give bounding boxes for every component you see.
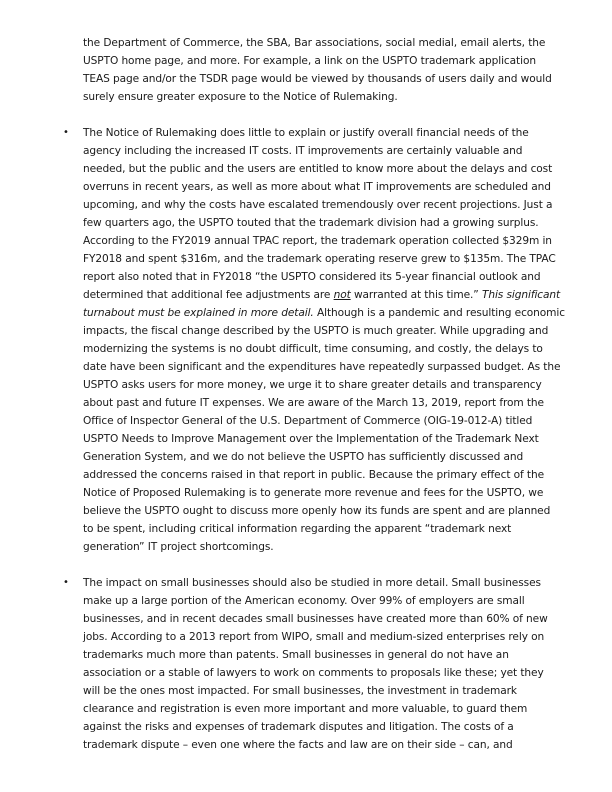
- text-line: USPTO asks users for more money, we urge it to share greater details and transparency: [83, 379, 542, 391]
- text-line: USPTO home page, and more. For example, a link on the USPTO trademark application: [83, 55, 536, 67]
- italic-emphasis: turnabout must be explained in more detail.: [83, 307, 314, 319]
- text-line: Office of Inspector General of the U.S. Department of Commerce (OIG-19-012-A) titled: [83, 415, 533, 427]
- italic-emphasis: This significant: [481, 289, 561, 301]
- text-line: USPTO Needs to Improve Management over the Implementation of the Trademark Next: [83, 433, 539, 445]
- text-line: trademarks much more than patents. Small businesses in general do not have an: [83, 649, 509, 661]
- text-line: to be spent, including critical information regarding the apparent “trademark next: [83, 523, 512, 535]
- text-line: report also noted that in FY2018 “the USPTO considered its 5-year financial outlook and: [83, 271, 541, 283]
- text-line: addressed the concerns raised in that report in public. Because the primary effect of the: [83, 469, 545, 481]
- text-line: According to the FY2019 annual TPAC report, the trademark operation collected $329m in: [83, 235, 552, 247]
- text-run: warranted at this time.”: [350, 289, 482, 301]
- text-line: the Department of Commerce, the SBA, Bar associations, social medial, email alerts, the: [83, 37, 546, 49]
- bullet-marker: •: [63, 127, 69, 138]
- text-line: impacts, the fiscal change described by the USPTO is much greater. While upgrading and: [83, 325, 549, 337]
- text-line: surely ensure greater exposure to the Notice of Rulemaking.: [83, 91, 398, 103]
- text-line: upcoming, and why the costs have escalated tremendously over recent projections. Just a: [83, 199, 553, 211]
- bullet-small-businesses: [83, 574, 553, 754]
- text-line: modernizing the systems is no doubt difficult, time consuming, and costly, the delays to: [83, 343, 543, 355]
- text-line: businesses, and in recent decades small businesses have created more than 60% of new: [83, 613, 548, 625]
- text-line-with-emphasis: [83, 286, 561, 304]
- bullet-marker: •: [63, 577, 69, 588]
- text-line: needed, but the public and the users are entitled to know more about the delays and cost: [83, 163, 553, 175]
- underlined-not: not: [333, 289, 351, 301]
- bullet-it-costs: [83, 124, 565, 556]
- text-line: association or a stable of lawyers to work on comments to proposals like these; yet they: [83, 667, 544, 679]
- text-line: about past and future IT expenses. We are aware of the March 13, 2019, report from the: [83, 397, 544, 409]
- text-line: The impact on small businesses should also be studied in more detail. Small businesses: [83, 577, 541, 589]
- text-line: clearance and registration is even more important and more valuable, to guard them: [83, 703, 528, 715]
- text-line: jobs. According to a 2013 report from WIPO, small and medium-sized enterprises rely on: [83, 631, 545, 643]
- text-line: agency including the increased IT costs. IT improvements are certainly valuable and: [83, 145, 523, 157]
- text-run: determined that additional fee adjustments are: [83, 289, 334, 301]
- text-line: Notice of Proposed Rulemaking is to generate more revenue and fees for the USPTO, we: [83, 487, 544, 499]
- text-line: against the risks and expenses of trademark disputes and litigation. The costs of a: [83, 721, 514, 733]
- text-line: make up a large portion of the American economy. Over 99% of employers are small: [83, 595, 525, 607]
- text-line: date have been significant and the expenditures have repeatedly surpassed budget. As the: [83, 361, 561, 373]
- text-line-with-emphasis: [83, 304, 565, 322]
- text-line: TEAS page and/or the TSDR page would be viewed by thousands of users daily and would: [83, 73, 552, 85]
- text-line: Generation System, and we do not believe the USPTO has sufficiently discussed and: [83, 451, 524, 463]
- text-line: generation” IT project shortcomings.: [83, 541, 274, 553]
- text-line: overruns in recent years, as well as more about what IT improvements are scheduled and: [83, 181, 551, 193]
- text-line: The Notice of Rulemaking does little to explain or justify overall financial needs of the: [83, 127, 529, 139]
- text-line: few quarters ago, the USPTO touted that the trademark division had a growing surplus.: [83, 217, 539, 229]
- text-run: Although is a pandemic and resulting economic: [313, 307, 565, 319]
- text-line: trademark dispute – even one where the facts and law are on their side – can, and: [83, 739, 513, 751]
- text-line: believe the USPTO ought to discuss more openly how its funds are spent and are planned: [83, 505, 551, 517]
- text-line: will be the ones most impacted. For small businesses, the investment in trademark: [83, 685, 517, 697]
- text-line: FY2018 and spent $316m, and the trademark operating reserve grew to $135m. The TPAC: [83, 253, 556, 265]
- continued-paragraph: [83, 34, 553, 106]
